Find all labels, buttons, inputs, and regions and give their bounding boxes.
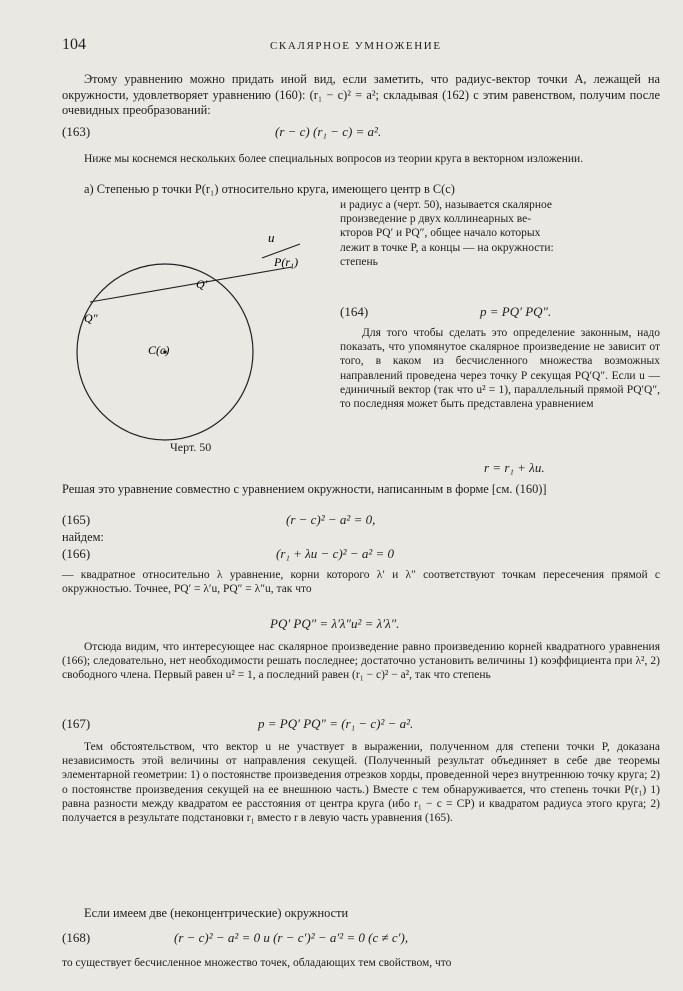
found-text: найдем: [62,530,104,544]
page-number: 104 [62,36,86,53]
paragraph-two-circles: Если имеем две (неконцентрические) окружности [84,906,349,920]
item-a-line: кторов PQ′ и PQ″, общее начало которых [340,227,541,240]
intro-paragraph: Этому уравнению можно придать иной вид, если заметить, что радиус-вектор точки A, лежащей на окружности, удовлетворяет уравнению (160): (r₁ − c)² = a²; складывая (162) с этим равенством, получим после очевидных преобразований: [62,72,660,118]
eq168-formula: (r − c)² − a² = 0 и (r − c′)² − a′² = 0 (c ≠ c′), [174,930,409,945]
label-point-p: P(r₁) [274,255,299,269]
eq-line-formula: r = r₁ + λu. [484,460,545,475]
item-a-line: произведение p двух коллинеарных ве- [340,213,532,226]
item-a-line: степень [340,255,378,268]
item-a-column [340,198,660,269]
eq164-label: (164) [340,304,369,319]
eq165-label: (165) [62,512,91,527]
paragraph-hence: Отсюда видим, что интересующее нас скалярное произведение равно произведению корней квадратного уравнения (166); следовательно, нет необходимости решать последнее; достаточно установить величины 1) коэффициента при λ², 2) свободного члена. Первый равен u² = 1, а последний равен (r₁ − c)² − a², так что степень [62,641,660,682]
paragraph-solve: Решая это уравнение совместно с уравнением окружности, написанным в форме [см. (160)] [62,482,547,496]
eq-product-formula: PQ′ PQ″ = λ′λ″u² = λ′λ″. [270,616,400,631]
item-a-line: и радиус a (черт. 50), называется скалярное [340,199,553,211]
label-q-double-prime: Q″ [84,311,98,325]
secant-line [90,267,292,302]
eq167-label: (167) [62,716,91,731]
paragraph-lower: Ниже мы коснемся нескольких более специальных вопросов из теории круга в векторном изложении. [84,153,584,165]
eq167-formula: p = PQ′ PQ″ = (r₁ − c)² − a². [258,716,414,731]
label-q-prime: Q′ [196,277,208,291]
figure-50 [62,230,340,460]
label-center-c: C(c) [148,343,170,357]
eq168-label: (168) [62,930,91,945]
running-title: СКАЛЯРНОЕ УМНОЖЕНИЕ [270,40,442,52]
eq163-formula: (r − c) (r₁ − c) = a². [275,124,382,139]
eq166-formula: (r₁ + λu − c)² − a² = 0 [276,546,395,561]
eq164-formula: p = PQ′ PQ″. [480,304,552,319]
paragraph-last: то существует бесчисленное множество точек, обладающих тем свойством, что [62,957,452,969]
page-header [62,36,662,56]
eq166-label: (166) [62,546,91,561]
eq163-label: (163) [62,124,91,139]
paragraph-definition: Для того чтобы сделать это определение законным, надо показать, что упомянутое скалярное произведение не зависит от того, в каком из бесчисленного множества возможных направлений проведена через точку P секущая PQ′Q″. Если u — единичный вектор (так что u² = 1), параллельный прямой PQ′Q″, то последняя может быть представлена уравнением [340,327,660,411]
item-a-line: лежит в точке P, а концы — на окружности: [340,241,554,254]
paragraph-fact: Тем обстоятельством, что вектор u не участвует в выражении, полученном для степени точки P, доказана независимость этой величины от направления секущей. (Полученный результат объединяет в себе две теоремы элементарной геометрии: 1) о постоянстве произведения отрезков хорды, проведенной через внутреннюю точку круга; 2) о постоянстве произведения секущей на ее внешнюю часть.) Вместе с тем обнаруживается, что степень точки P(r₁) 1) равна разности между квадратом ее расстояния от центра круга (ибо r₁ − c = CP) и квадратом радиуса этого круга; 2) получается в результате подстановки r₁ вместо r в левую часть уравнения (165). [62,741,660,825]
label-u: u [268,230,275,245]
paragraph-quadratic: — квадратное относительно λ уравнение, корни которого λ′ и λ″ соответствуют точкам пересечения прямой с окружностью. Точнее, PQ′ = λ′u, PQ″ = λ″u, так что [62,569,660,596]
eq165-formula: (r − c)² − a² = 0, [286,512,376,527]
figure-caption: Черт. 50 [170,440,212,454]
item-a-lead: а) Степенью p точки P(r₁) относительно круга, имеющего центр в C(c) [84,182,455,196]
